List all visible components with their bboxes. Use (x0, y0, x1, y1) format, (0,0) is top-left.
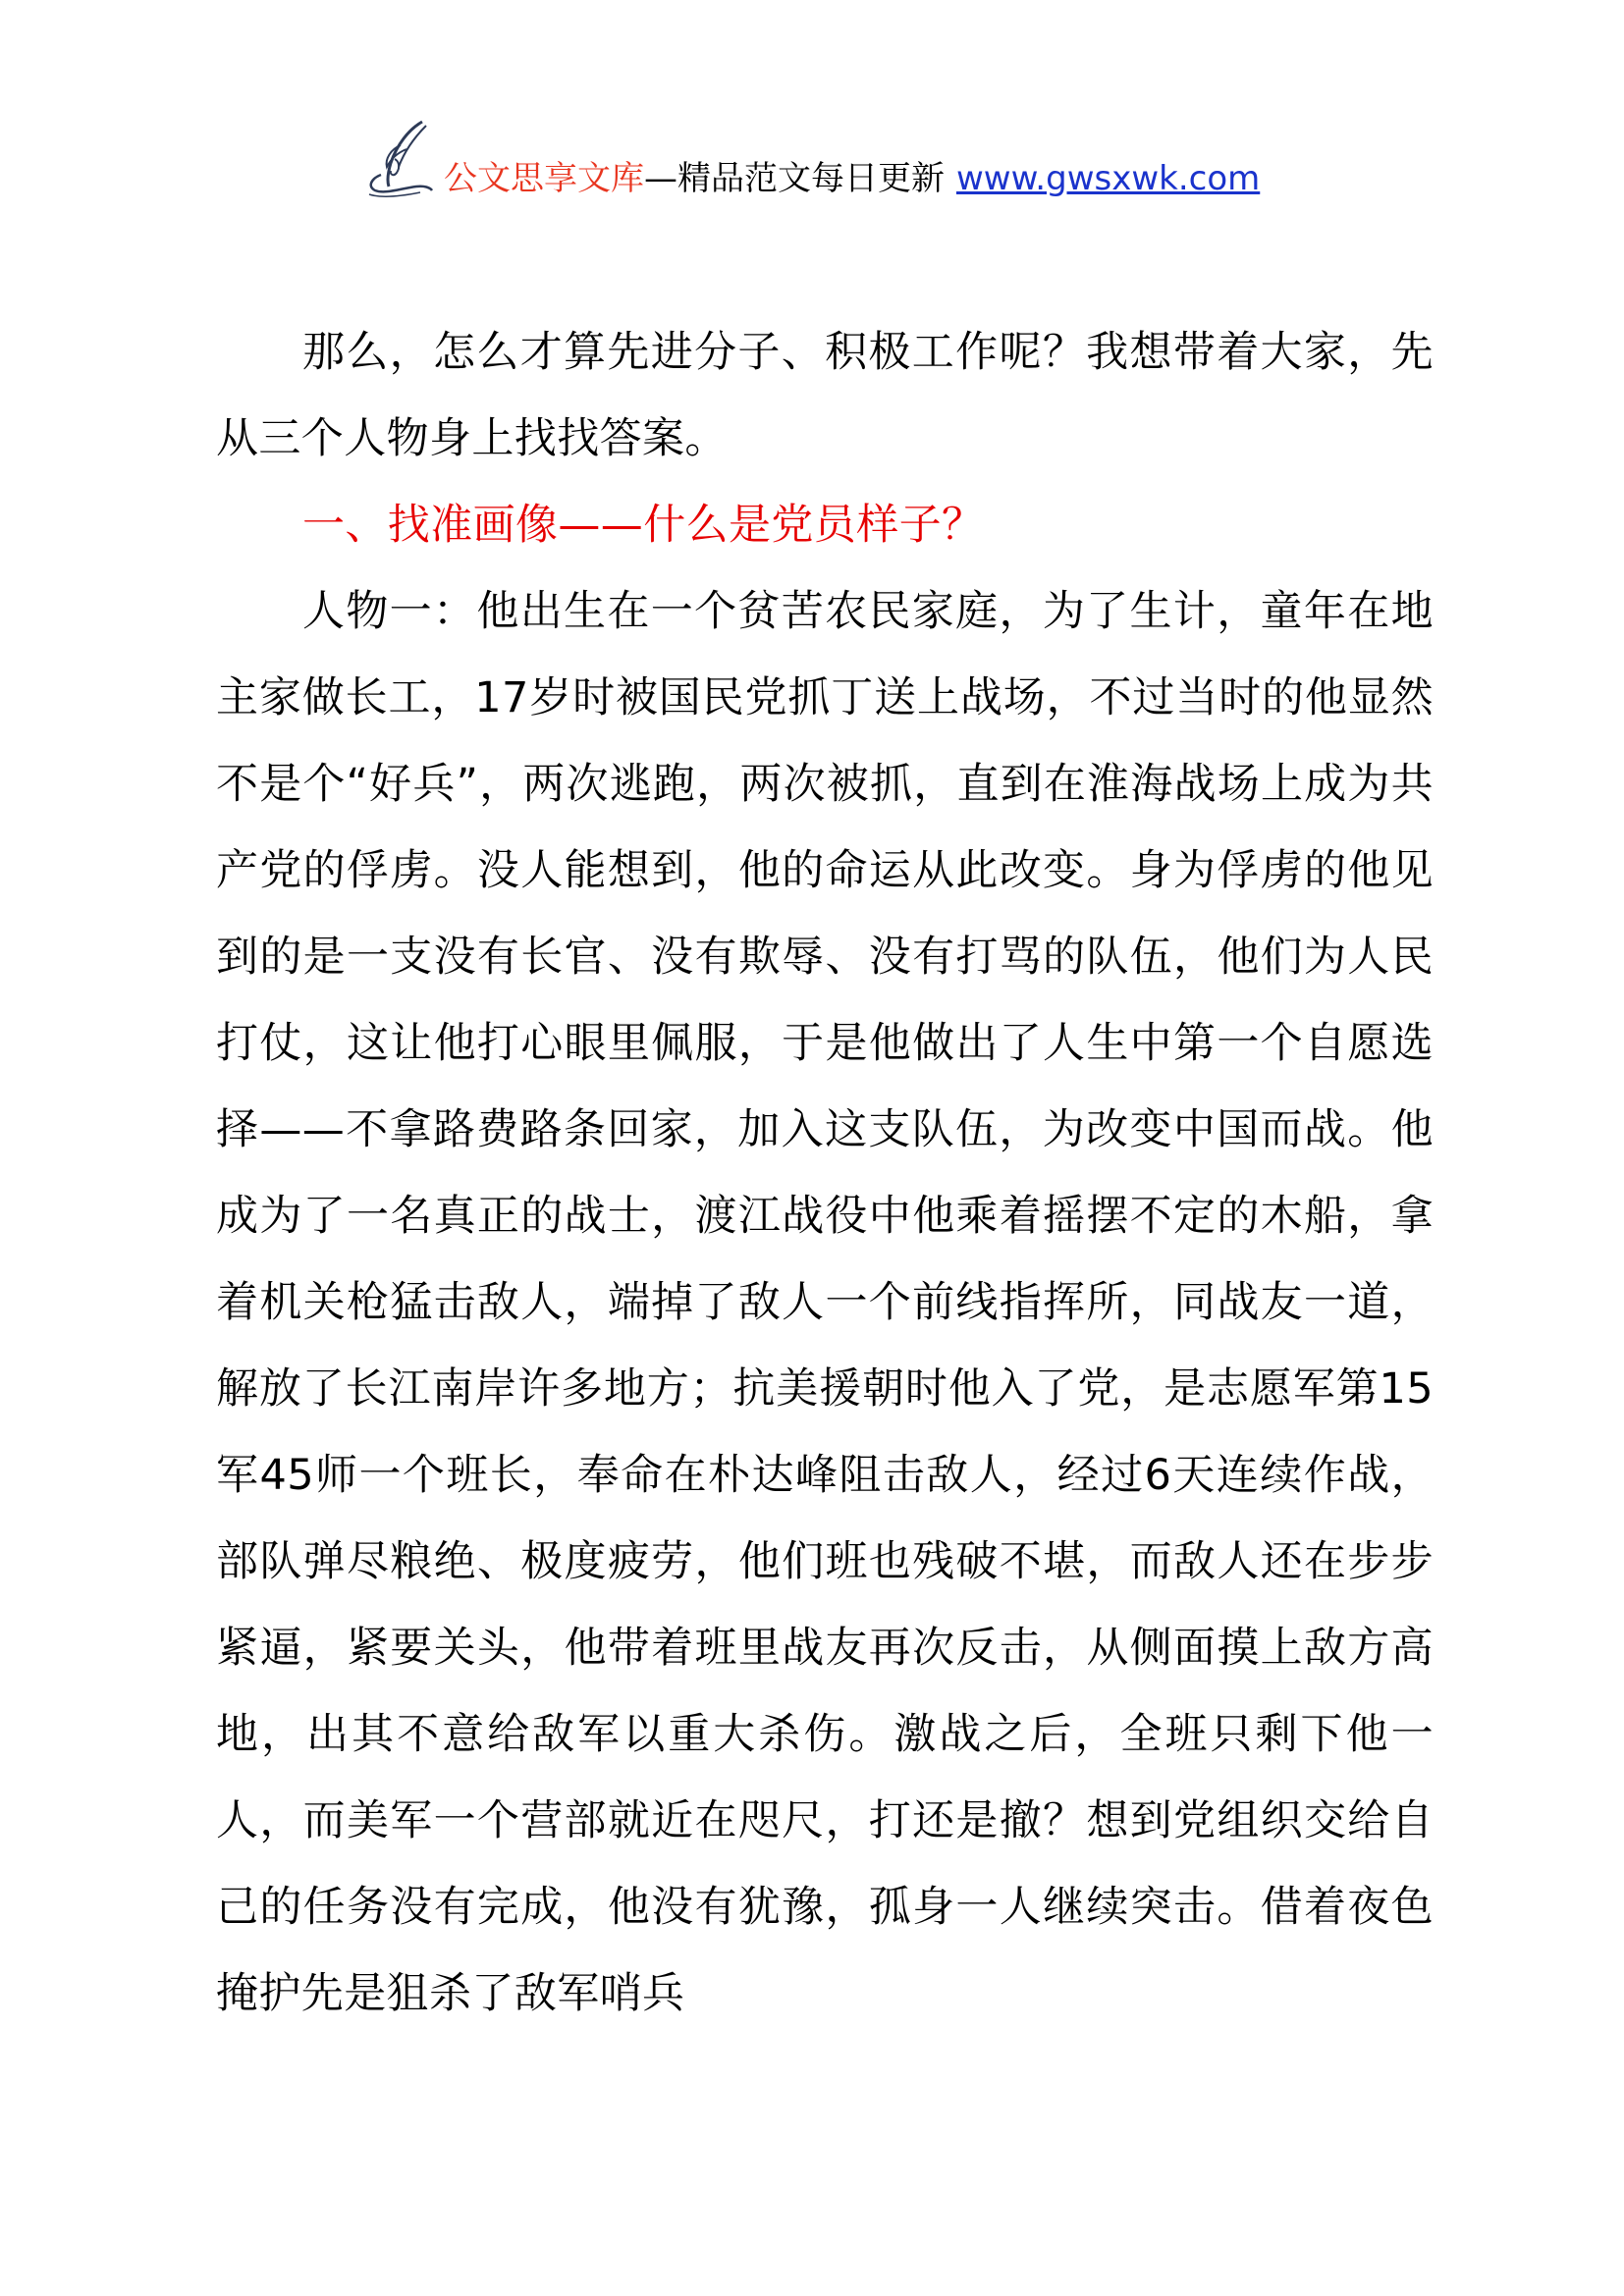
header-text (444, 159, 1260, 198)
section-heading: 一、找准画像——什么是党员样子？ (302, 501, 985, 550)
document-body (216, 309, 1434, 2037)
quill-logo-icon (361, 116, 440, 200)
brand-name: 公文思享文库 (444, 159, 644, 198)
paragraph-intro: 那么，怎么才算先进分子、积极工作呢？我想带着大家，先从三个人物身上找找答案。 (216, 328, 1434, 463)
document-header (0, 108, 1624, 216)
header-tagline: —精品范文每日更新 (644, 159, 945, 198)
website-link[interactable]: www.gwsxwk.com (956, 159, 1261, 198)
paragraph-person-one: 人物一：他出生在一个贫苦农民家庭，为了生计，童年在地主家做长工，17岁时被国民党抓丁送上战场，不过当时的他显然不是个“好兵”，两次逃跑，两次被抓，直到在淮海战场上成为共产党的俘虏。没人能想到，他的命运从此改变。身为俘虏的他见到的是一支没有长官、没有欺辱、没有打骂的队伍，他们为人民打仗，这让他打心眼里佩服，于是他做出了人生中第一个自愿选择——不拿路费路条回家，加入这支队伍，为改变中国而战。他成为了一名真正的战士，渡江战役中他乘着摇摆不定的木船，拿着机关枪猛击敌人，端掉了敌人一个前线指挥所，同战友一道，解放了长江南岸许多地方；抗美援朝时他入了党，是志愿军第15军45师一个班长，奉命在朴达峰阻击敌人，经过6天连续作战，部队弹尽粮绝、极度疲劳，他们班也残破不堪，而敌人还在步步紧逼，紧要关头，他带着班里战友再次反击，从侧面摸上敌方高地，出其不意给敌军以重大杀伤。激战之后，全班只剩下他一人，而美军一个营部就近在咫尺，打还是撤？想到党组织交给自己的任务没有完成，他没有犹豫，孤身一人继续突击。借着夜色掩护先是狙杀了敌军哨兵 (216, 587, 1434, 2018)
